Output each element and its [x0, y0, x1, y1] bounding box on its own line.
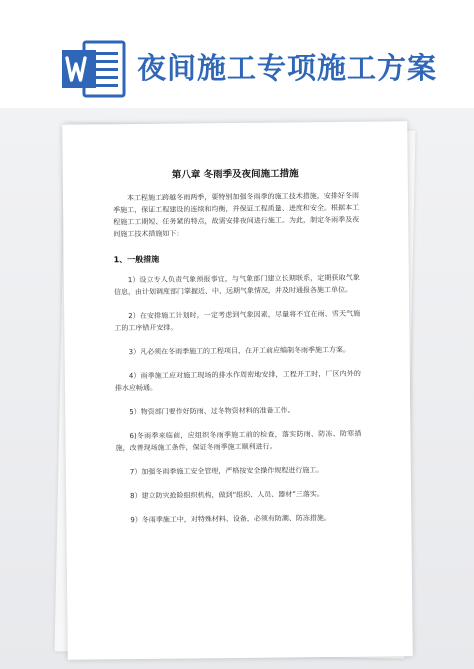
- list-item: 1）设立专人负责气象预报事宜，与气象部门建立长期联系，定期获取气象信息，由计划调度部门掌握近、中、远期气象情况，并及时通报各施工单位。: [113, 273, 360, 297]
- list-item: 4）雨季施工应对施工现场的排水作周密地安排，工程开工时，厂区内外的排水应畅通。: [114, 369, 361, 393]
- list-item: 5）物资部门要作好防雨、过冬物资材料的准备工作。: [129, 406, 295, 417]
- document-title: 夜间施工专项施工方案: [137, 51, 438, 85]
- list-item: 8）建立防灾抢险组织机构，做到“组织、人员、器材”三落实。: [130, 490, 324, 501]
- chapter-title: 第八章 冬雨季及夜间施工措施: [171, 168, 299, 181]
- document-page: [62, 121, 413, 660]
- list-item: 6)冬雨季来临前，应组织冬雨季施工前的检查，落实防雨、防冻、防寒措施，改善现场施工条件，保证冬雨季施工顺利进行。: [115, 429, 362, 453]
- intro-paragraph: 本工程施工跨越冬雨两季，要特别加强冬雨季的施工技术措施，安排好冬雨季施工，保证工程建设的连续和均衡，并保证工程质量、进度和安全。根据本工程施工工期短、任务紧的特点，故需安排夜间进行施工。为此，制定冬雨季及夜间施工技术措施如下：: [113, 191, 360, 239]
- list-item: 2）在安排施工计划时，一定考虑到气象因素，尽量将不宜在雨、雪天气施工的工序错开安排。: [114, 309, 361, 333]
- list-item: 3）凡必须在冬雨季施工的工程项目，在开工前应编制冬雨季施工方案。: [128, 345, 351, 357]
- header: [0, 0, 474, 120]
- list-item: 7）加强冬雨季施工安全管理，严格按安全操作规程进行施工。: [129, 466, 324, 477]
- list-item: 9）冬雨季施工中，对特殊材料、设备，必须有防潮、防冻措施。: [130, 514, 331, 525]
- word-document-icon: [62, 38, 126, 100]
- section-heading: 1、一般措施: [113, 254, 160, 265]
